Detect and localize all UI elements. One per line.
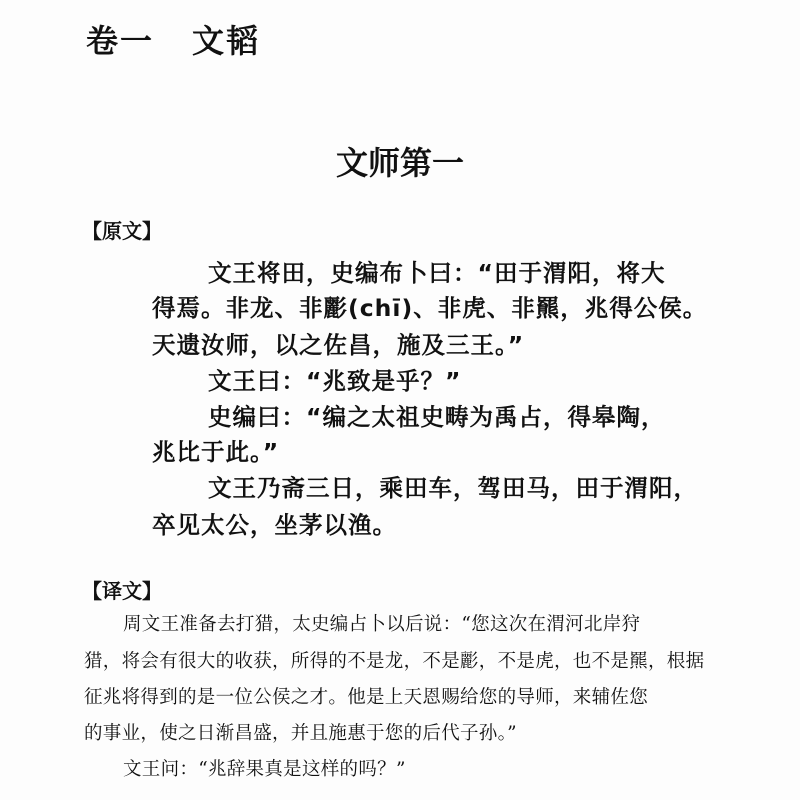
volume-title: 文韬 <box>192 22 261 60</box>
translation-label: 【译文】 <box>82 579 162 603</box>
translation-line: 猎，将会有很大的收获，所得的不是龙，不是彲，不是虎，也不是羆，根据 <box>84 651 705 672</box>
original-text-line: 史编曰：“编之太祖史畴为禹占，得皋陶， <box>208 403 666 431</box>
volume-number: 卷一 <box>86 22 155 60</box>
original-text-line: 卒见太公，坐茅以渔。 <box>152 511 397 539</box>
original-text-label: 【原文】 <box>82 219 162 243</box>
original-text-line: 文王乃斋三日，乘田车，驾田马，田于渭阳， <box>208 474 698 502</box>
translation-line: 文王问：“兆辞果真是这样的吗？” <box>123 759 406 780</box>
section-title: 文师第一 <box>335 144 464 182</box>
translation-line: 征兆将得到的是一位公侯之才。他是上天恩赐给您的导师，来辅佐您 <box>84 687 649 708</box>
original-text-line: 天遗汝师，以之佐昌，施及三王。” <box>152 331 525 359</box>
chapter-header <box>86 16 260 62</box>
translation-line: 的事业，使之日渐昌盛，并且施惠于您的后代子孙。” <box>84 723 517 744</box>
original-text-line: 文王将田，史编布卜曰：“田于渭阳，将大 <box>208 259 666 287</box>
original-text-line: 兆比于此。” <box>152 438 280 466</box>
translation-line: 周文王准备去打猎，太史编占卜以后说：“您这次在渭河北岸狩 <box>123 614 641 635</box>
original-text-line: 得焉。非龙、非彲(chī)、非虎、非羆，兆得公侯。 <box>152 294 708 322</box>
original-text-line: 文王曰：“兆致是乎？” <box>208 367 462 395</box>
